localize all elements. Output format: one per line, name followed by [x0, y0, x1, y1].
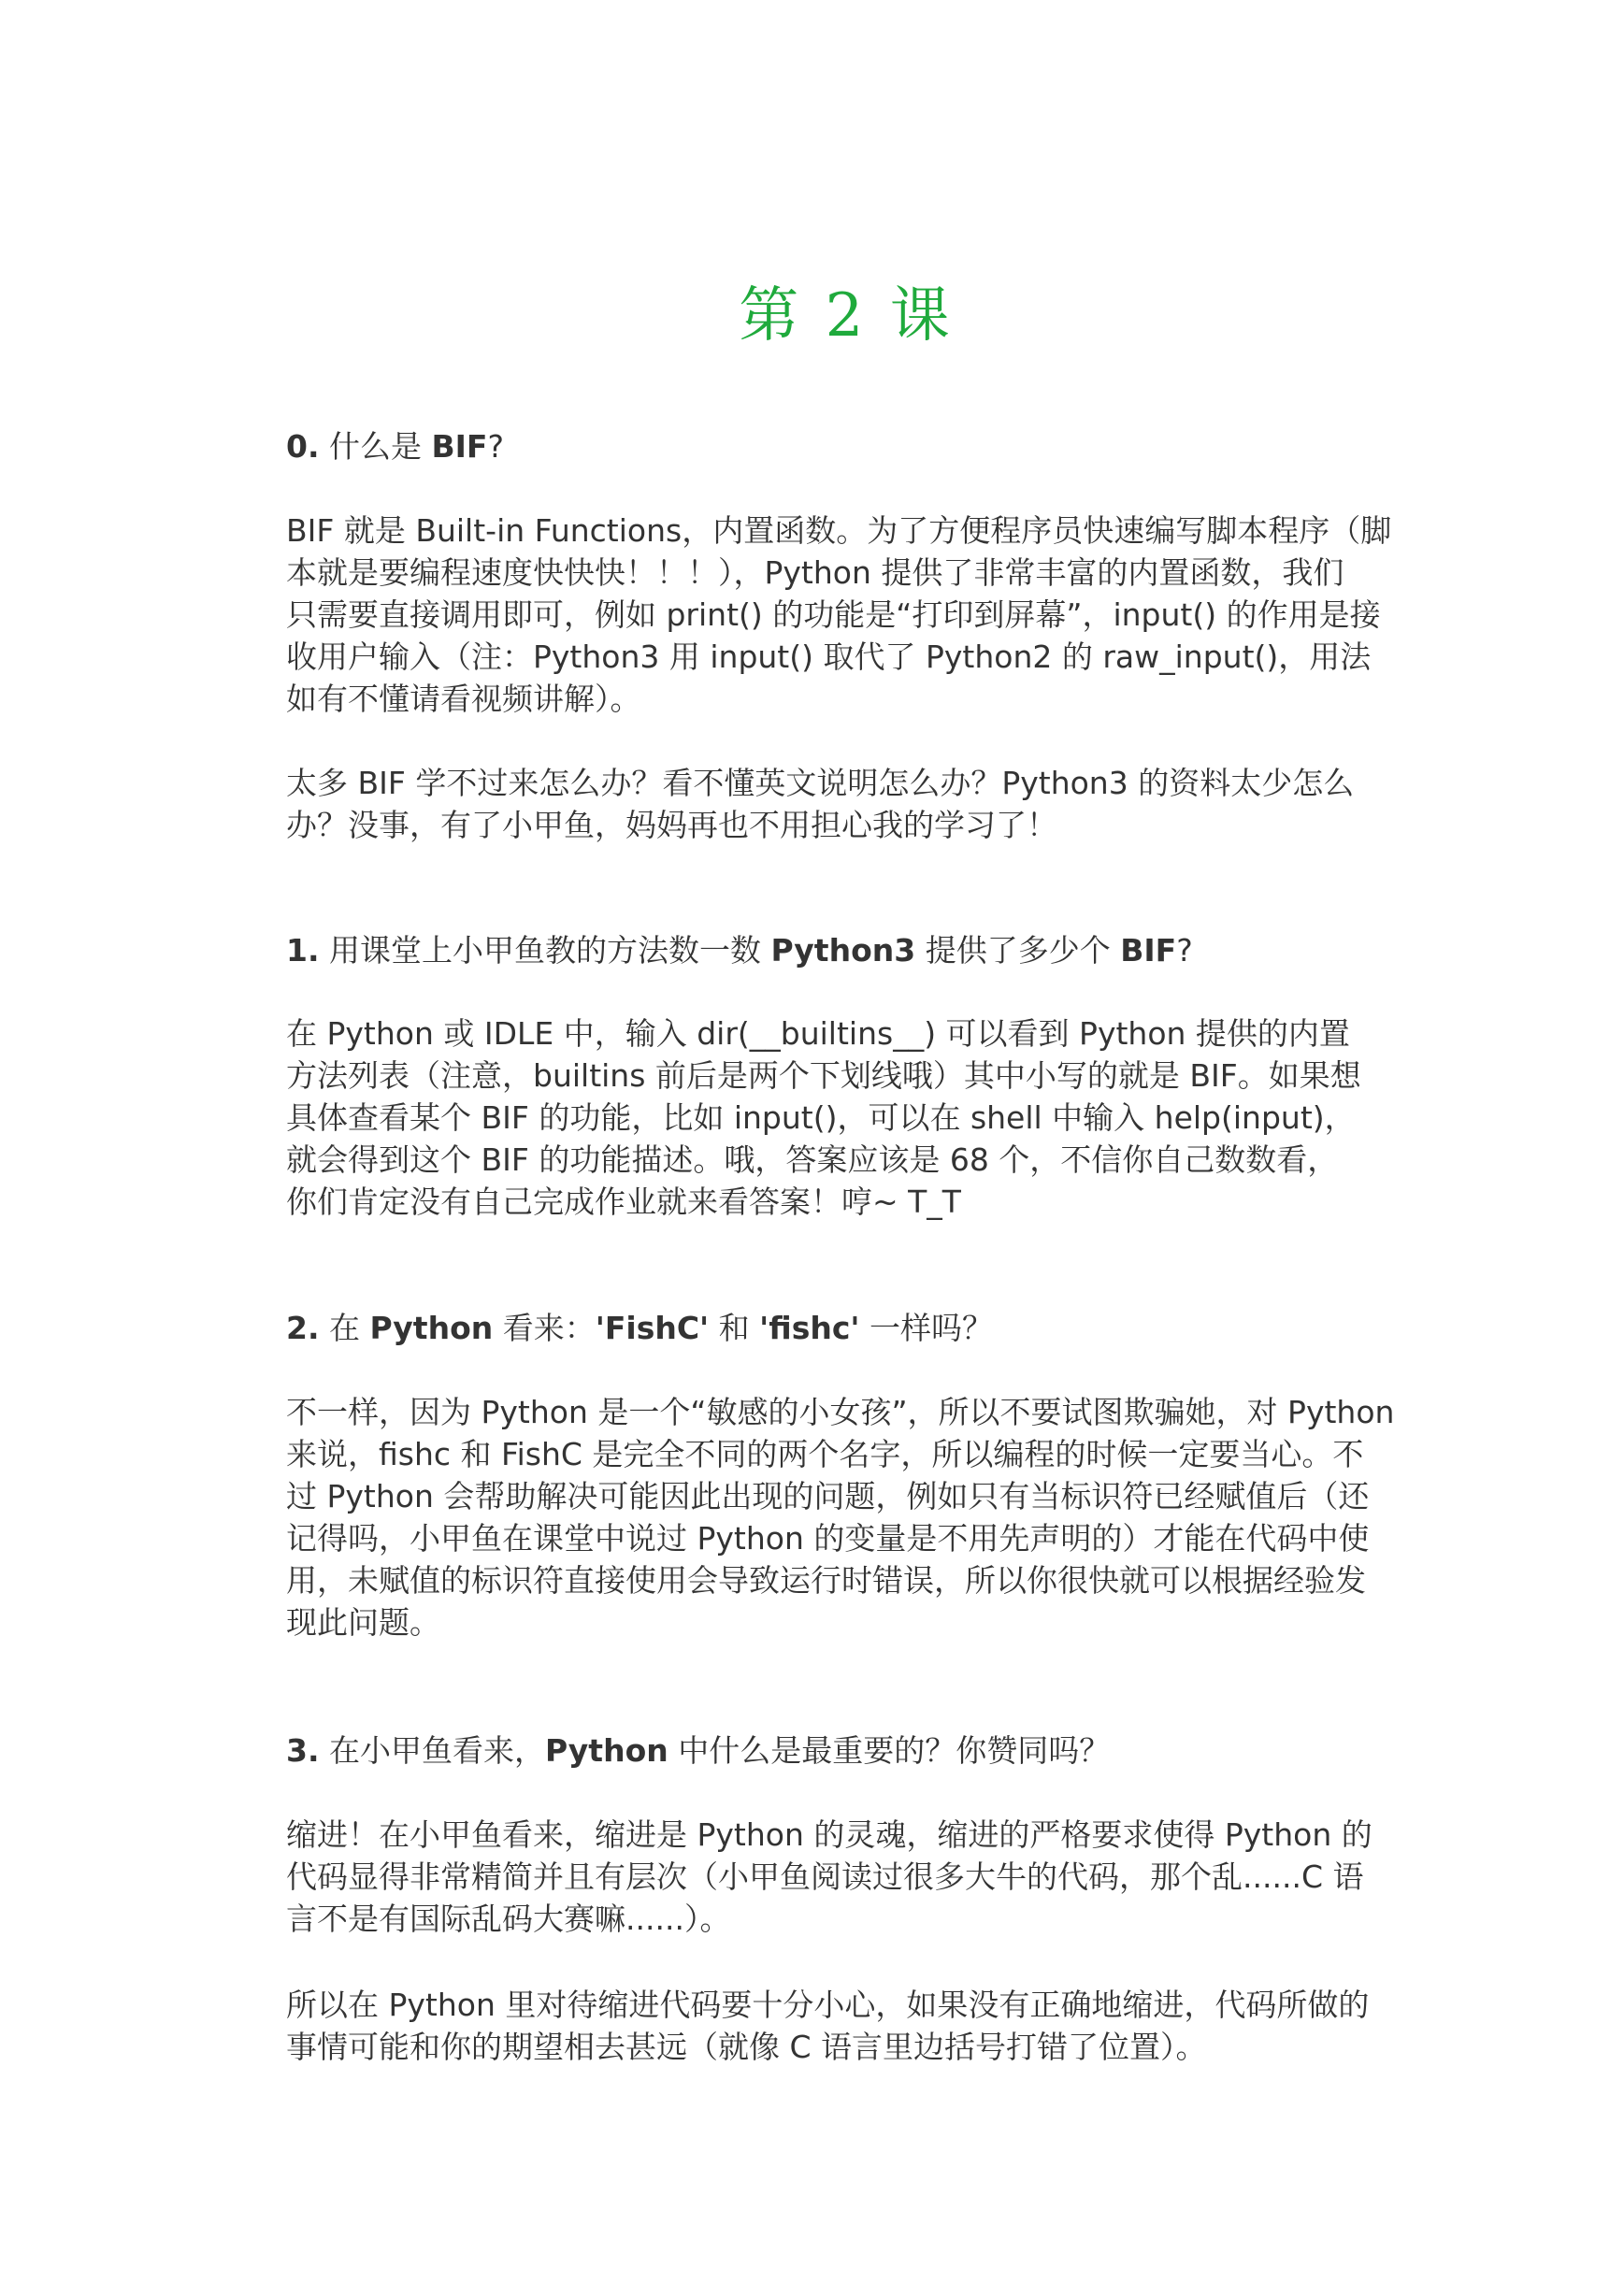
- text-line: 所以在 Python 里对待缩进代码要十分小心，如果没有正确地缩进，代码所做的: [286, 1987, 1370, 2023]
- text-line: 缩进！在小甲鱼看来，缩进是 Python 的灵魂，缩进的严格要求使得 Python 的: [286, 1816, 1372, 1853]
- question-keyword: 'fishc': [759, 1310, 860, 1346]
- question-keyword: BIF: [431, 428, 488, 465]
- question-text: 用课堂上小甲鱼教的方法数一数: [329, 932, 761, 969]
- text-line: BIF 就是 Built-in Functions，内置函数。为了方便程序员快速编写脚本程序（脚: [286, 512, 1392, 549]
- question-keyword: 'FishC': [595, 1310, 710, 1346]
- answer-paragraph: [286, 509, 1408, 720]
- text-line: 记得吗，小甲鱼在课堂中说过 Python 的变量是不用先声明的）才能在代码中使: [286, 1520, 1370, 1557]
- text-line: 太多 BIF 学不过来怎么办？看不懂英文说明怎么办？Python3 的资料太少怎么: [286, 765, 1355, 801]
- question-text: 和: [718, 1310, 750, 1346]
- text-line: 方法列表（注意，builtins 前后是两个下划线哦）其中小写的就是 BIF。如果想: [286, 1057, 1361, 1094]
- text-line: 如有不懂请看视频讲解）。: [286, 681, 641, 717]
- text-line: 你们肯定没有自己完成作业就来看答案！哼~ T_T: [286, 1184, 961, 1220]
- text-line: 事情可能和你的期望相去甚远（就像 C 语言里边括号打错了位置）。: [286, 2029, 1207, 2065]
- question-text: 在小甲鱼看来，: [329, 1732, 545, 1769]
- text-line: 过 Python 会帮助解决可能因此出现的问题，例如只有当标识符已经赋值后（还: [286, 1478, 1370, 1514]
- text-line: 不一样，因为 Python 是一个“敏感的小女孩”，所以不要试图欺骗她，对 Python: [286, 1394, 1395, 1430]
- question-text: ?: [1176, 932, 1193, 969]
- question-text: 什么是: [329, 428, 422, 465]
- question-keyword: Python3: [770, 932, 916, 969]
- question-number: 3.: [286, 1732, 320, 1769]
- text-line: 来说，fishc 和 FishC 是完全不同的两个名字，所以编程的时候一定要当心。不: [286, 1436, 1364, 1472]
- answer-paragraph: [286, 1814, 1408, 1940]
- answer-paragraph: [286, 1984, 1408, 2068]
- question-keyword: Python: [545, 1732, 668, 1769]
- text-line: 办？没事，有了小甲鱼，妈妈再也不用担心我的学习了！: [286, 807, 1057, 843]
- page-title: 第 2 课: [739, 281, 954, 351]
- text-line: 现此问题。: [286, 1604, 440, 1641]
- question-text: 在: [329, 1310, 360, 1346]
- question-number: 2.: [286, 1310, 320, 1346]
- answer-paragraph: [286, 1012, 1408, 1223]
- question-3: [286, 1729, 1408, 1772]
- question-text: 看来：: [502, 1310, 596, 1346]
- question-number: 1.: [286, 932, 320, 969]
- question-text: 中什么是最重要的？你赞同吗？: [678, 1732, 1111, 1769]
- text-line: 本就是要编程速度快快快！！！），Python 提供了非常丰富的内置函数，我们: [286, 554, 1344, 591]
- question-keyword: Python: [369, 1310, 494, 1346]
- text-line: 用，未赋值的标识符直接使用会导致运行时错误，所以你很快就可以根据经验发: [286, 1562, 1366, 1599]
- text-line: 收用户输入（注：Python3 用 input() 取代了 Python2 的 raw_input()，用法: [286, 639, 1372, 675]
- text-line: 就会得到这个 BIF 的功能描述。哦，答案应该是 68 个，不信你自己数数看，: [286, 1141, 1339, 1178]
- question-2: [286, 1307, 1408, 1350]
- text-line: 具体查看某个 BIF 的功能，比如 input()，可以在 shell 中输入 help(input)，: [286, 1099, 1356, 1136]
- text-line: 代码显得非常精简并且有层次（小甲鱼阅读过很多大牛的代码，那个乱......C 语: [286, 1858, 1364, 1895]
- question-text: ?: [487, 428, 504, 465]
- text-line: 言不是有国际乱码大赛嘛......）。: [286, 1901, 731, 1937]
- question-text: 提供了多少个: [925, 932, 1111, 969]
- question-keyword: BIF: [1120, 932, 1177, 969]
- question-1: [286, 929, 1408, 972]
- text-line: 只需要直接调用即可，例如 print() 的功能是“打印到屏幕”，input() 的作用是接: [286, 596, 1381, 633]
- question-text: 一样吗？: [869, 1310, 994, 1346]
- question-0: [286, 425, 1408, 468]
- question-number: 0.: [286, 428, 320, 465]
- answer-paragraph: [286, 762, 1408, 846]
- answer-paragraph: [286, 1391, 1408, 1643]
- text-line: 在 Python 或 IDLE 中，输入 dir(__builtins__) 可以看到 Python 提供的内置: [286, 1015, 1350, 1052]
